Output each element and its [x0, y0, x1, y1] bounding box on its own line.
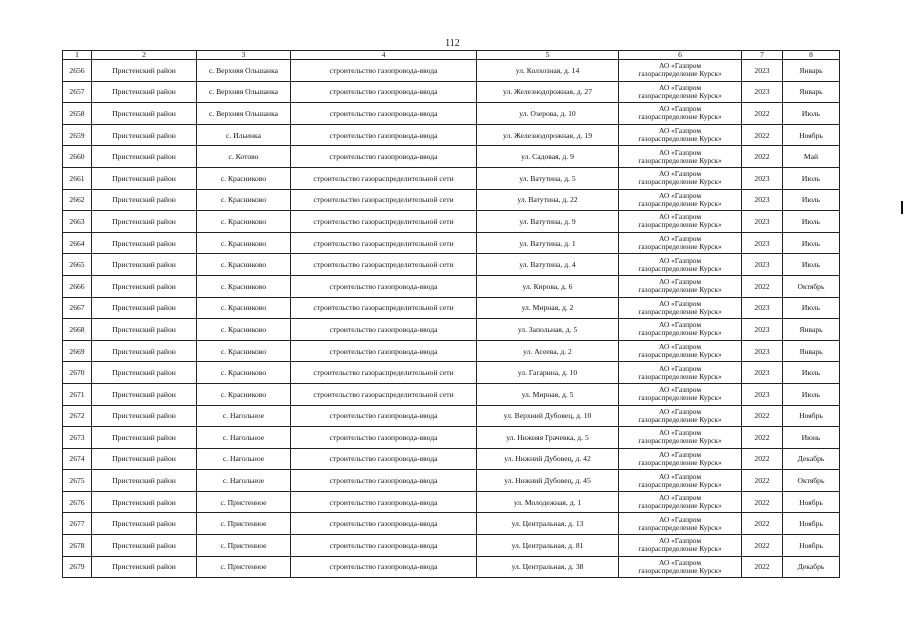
- organization-line: АО «Газпром: [658, 126, 702, 136]
- settlement-cell: с. Пристенное: [197, 491, 291, 513]
- row-number: 2660: [63, 146, 92, 168]
- address-cell: ул. Нижний Дубовец, д. 42: [477, 448, 619, 470]
- table-row: [63, 81, 840, 103]
- address-cell: ул. Ватутина, д. 5: [477, 167, 619, 189]
- district-cell: Пристенский район: [92, 556, 197, 578]
- month-cell: Июль: [783, 211, 840, 233]
- organization-line: газораспределение Курск»: [638, 155, 722, 165]
- address-cell: ул. Центральная, д. 81: [477, 535, 619, 557]
- organization-line: АО «Газпром: [658, 363, 702, 373]
- year-cell: 2023: [742, 211, 783, 233]
- organization-cell: [619, 254, 742, 276]
- month-cell: Июль: [783, 254, 840, 276]
- organization-cell: [619, 60, 742, 82]
- row-number: 2664: [63, 232, 92, 254]
- month-cell: Июль: [783, 362, 840, 384]
- address-cell: ул. Железнодорожная, д. 27: [477, 81, 619, 103]
- organization-line: АО «Газпром: [658, 234, 702, 244]
- settlement-cell: с. Красниково: [197, 167, 291, 189]
- work-type-cell: строительство газораспределительной сети: [291, 254, 477, 276]
- table-row: [63, 340, 840, 362]
- column-number-row: [63, 51, 840, 60]
- district-cell: Пристенский район: [92, 491, 197, 513]
- column-number: 6: [619, 51, 742, 60]
- row-number: 2666: [63, 275, 92, 297]
- settlement-cell: с. Красниково: [197, 211, 291, 233]
- year-cell: 2023: [742, 297, 783, 319]
- table-row: [63, 556, 840, 578]
- address-cell: ул. Центральная, д. 13: [477, 513, 619, 535]
- organization-line: газораспределение Курск»: [638, 220, 722, 230]
- settlement-cell: с. Красниково: [197, 232, 291, 254]
- gasification-table: [62, 50, 840, 578]
- organization-line: газораспределение Курск»: [638, 479, 722, 489]
- settlement-cell: с. Красниково: [197, 340, 291, 362]
- district-cell: Пристенский район: [92, 297, 197, 319]
- settlement-cell: с. Нагольное: [197, 405, 291, 427]
- organization-line: газораспределение Курск»: [638, 501, 722, 511]
- row-number: 2667: [63, 297, 92, 319]
- organization-line: газораспределение Курск»: [638, 285, 722, 295]
- settlement-cell: с. Красниково: [197, 189, 291, 211]
- address-cell: ул. Верхний Дубовец, д. 10: [477, 405, 619, 427]
- organization-line: газораспределение Курск»: [638, 90, 722, 100]
- settlement-cell: с. Пристенное: [197, 513, 291, 535]
- organization-cell: [619, 232, 742, 254]
- table-row: [63, 103, 840, 125]
- settlement-cell: с. Красниково: [197, 297, 291, 319]
- month-cell: Ноябрь: [783, 124, 840, 146]
- row-number: 2663: [63, 211, 92, 233]
- row-number: 2665: [63, 254, 92, 276]
- table-row: [63, 211, 840, 233]
- organization-line: газораспределение Курск»: [638, 306, 722, 316]
- organization-line: газораспределение Курск»: [638, 263, 722, 273]
- organization-line: газораспределение Курск»: [638, 350, 722, 360]
- row-number: 2672: [63, 405, 92, 427]
- column-number: 7: [742, 51, 783, 60]
- year-cell: 2023: [742, 232, 783, 254]
- organization-cell: [619, 383, 742, 405]
- row-number: 2659: [63, 124, 92, 146]
- month-cell: Ноябрь: [783, 405, 840, 427]
- month-cell: Декабрь: [783, 556, 840, 578]
- district-cell: Пристенский район: [92, 167, 197, 189]
- organization-line: АО «Газпром: [658, 147, 702, 157]
- district-cell: Пристенский район: [92, 405, 197, 427]
- organization-cell: [619, 124, 742, 146]
- organization-line: газораспределение Курск»: [638, 544, 722, 554]
- organization-cell: [619, 448, 742, 470]
- settlement-cell: с. Верхняя Ольшанка: [197, 81, 291, 103]
- table-row: [63, 254, 840, 276]
- address-cell: ул. Нижний Дубовец, д. 45: [477, 470, 619, 492]
- row-number: 2658: [63, 103, 92, 125]
- table-row: [63, 167, 840, 189]
- work-type-cell: строительство газораспределительной сети: [291, 211, 477, 233]
- table-row: [63, 297, 840, 319]
- district-cell: Пристенский район: [92, 470, 197, 492]
- row-number: 2668: [63, 319, 92, 341]
- work-type-cell: строительство газопровода-ввода: [291, 340, 477, 362]
- organization-cell: [619, 189, 742, 211]
- settlement-cell: с. Котово: [197, 146, 291, 168]
- organization-line: АО «Газпром: [658, 406, 702, 416]
- district-cell: Пристенский район: [92, 60, 197, 82]
- year-cell: 2022: [742, 535, 783, 557]
- month-cell: Ноябрь: [783, 491, 840, 513]
- organization-cell: [619, 362, 742, 384]
- year-cell: 2023: [742, 81, 783, 103]
- month-cell: Январь: [783, 60, 840, 82]
- address-cell: ул. Колхозная, д. 14: [477, 60, 619, 82]
- organization-cell: [619, 535, 742, 557]
- month-cell: Ноябрь: [783, 535, 840, 557]
- work-type-cell: строительство газопровода-ввода: [291, 124, 477, 146]
- year-cell: 2022: [742, 146, 783, 168]
- settlement-cell: с. Нагольное: [197, 448, 291, 470]
- settlement-cell: с. Пристенное: [197, 535, 291, 557]
- organization-line: АО «Газпром: [658, 298, 702, 308]
- address-cell: ул. Ватутина, д. 9: [477, 211, 619, 233]
- work-type-cell: строительство газопровода-ввода: [291, 146, 477, 168]
- year-cell: 2022: [742, 448, 783, 470]
- organization-cell: [619, 513, 742, 535]
- district-cell: Пристенский район: [92, 146, 197, 168]
- month-cell: Июль: [783, 103, 840, 125]
- organization-line: газораспределение Курск»: [638, 242, 722, 252]
- year-cell: 2023: [742, 340, 783, 362]
- organization-line: АО «Газпром: [658, 277, 702, 287]
- month-cell: Июль: [783, 167, 840, 189]
- organization-cell: [619, 470, 742, 492]
- organization-line: газораспределение Курск»: [638, 69, 722, 79]
- organization-line: АО «Газпром: [658, 514, 702, 524]
- year-cell: 2022: [742, 124, 783, 146]
- settlement-cell: с. Нагольное: [197, 427, 291, 449]
- organization-cell: [619, 427, 742, 449]
- organization-line: газораспределение Курск»: [638, 414, 722, 424]
- year-cell: 2022: [742, 513, 783, 535]
- district-cell: Пристенский район: [92, 211, 197, 233]
- work-type-cell: строительство газопровода-ввода: [291, 427, 477, 449]
- settlement-cell: с. Ильинка: [197, 124, 291, 146]
- month-cell: Январь: [783, 81, 840, 103]
- month-cell: Июль: [783, 383, 840, 405]
- organization-cell: [619, 340, 742, 362]
- column-number: 8: [783, 51, 840, 60]
- organization-line: газораспределение Курск»: [638, 134, 722, 144]
- address-cell: ул. Нижняя Грачевка, д. 5: [477, 427, 619, 449]
- organization-cell: [619, 211, 742, 233]
- address-cell: ул. Железнодорожная, д. 19: [477, 124, 619, 146]
- address-cell: ул. Асеева, д. 2: [477, 340, 619, 362]
- organization-line: газораспределение Курск»: [638, 565, 722, 575]
- district-cell: Пристенский район: [92, 275, 197, 297]
- organization-cell: [619, 297, 742, 319]
- district-cell: Пристенский район: [92, 535, 197, 557]
- column-number: 5: [477, 51, 619, 60]
- month-cell: Декабрь: [783, 448, 840, 470]
- settlement-cell: с. Верхняя Ольшанка: [197, 60, 291, 82]
- district-cell: Пристенский район: [92, 340, 197, 362]
- row-number: 2656: [63, 60, 92, 82]
- year-cell: 2023: [742, 167, 783, 189]
- organization-line: АО «Газпром: [658, 428, 702, 438]
- organization-cell: [619, 275, 742, 297]
- address-cell: ул. Озерова, д. 10: [477, 103, 619, 125]
- organization-line: АО «Газпром: [658, 255, 702, 265]
- work-type-cell: строительство газораспределительной сети: [291, 232, 477, 254]
- organization-cell: [619, 405, 742, 427]
- organization-line: АО «Газпром: [658, 536, 702, 546]
- work-type-cell: строительство газопровода-ввода: [291, 319, 477, 341]
- work-type-cell: строительство газораспределительной сети: [291, 167, 477, 189]
- organization-line: АО «Газпром: [658, 493, 702, 503]
- organization-line: АО «Газпром: [658, 385, 702, 395]
- month-cell: Январь: [783, 340, 840, 362]
- year-cell: 2022: [742, 103, 783, 125]
- table-row: [63, 470, 840, 492]
- organization-line: газораспределение Курск»: [638, 436, 722, 446]
- row-number: 2678: [63, 535, 92, 557]
- organization-line: АО «Газпром: [658, 449, 702, 459]
- district-cell: Пристенский район: [92, 81, 197, 103]
- organization-line: газораспределение Курск»: [638, 522, 722, 532]
- district-cell: Пристенский район: [92, 362, 197, 384]
- organization-cell: [619, 81, 742, 103]
- table-row: [63, 427, 840, 449]
- column-number: 2: [92, 51, 197, 60]
- row-number: 2675: [63, 470, 92, 492]
- row-number: 2657: [63, 81, 92, 103]
- address-cell: ул. Мирная, д. 2: [477, 297, 619, 319]
- table-row: [63, 535, 840, 557]
- table-row: [63, 319, 840, 341]
- work-type-cell: строительство газопровода-ввода: [291, 470, 477, 492]
- district-cell: Пристенский район: [92, 103, 197, 125]
- month-cell: Октябрь: [783, 470, 840, 492]
- month-cell: Июль: [783, 232, 840, 254]
- address-cell: ул. Центральная, д. 38: [477, 556, 619, 578]
- year-cell: 2023: [742, 254, 783, 276]
- year-cell: 2023: [742, 319, 783, 341]
- work-type-cell: строительство газопровода-ввода: [291, 448, 477, 470]
- district-cell: Пристенский район: [92, 427, 197, 449]
- row-number: 2662: [63, 189, 92, 211]
- year-cell: 2022: [742, 491, 783, 513]
- work-type-cell: строительство газораспределительной сети: [291, 362, 477, 384]
- table-row: [63, 124, 840, 146]
- table-row: [63, 362, 840, 384]
- organization-line: газораспределение Курск»: [638, 457, 722, 467]
- organization-line: АО «Газпром: [658, 320, 702, 330]
- organization-line: АО «Газпром: [658, 104, 702, 114]
- address-cell: ул. Ватутина, д. 22: [477, 189, 619, 211]
- column-number: 1: [63, 51, 92, 60]
- table-row: [63, 513, 840, 535]
- month-cell: Июль: [783, 189, 840, 211]
- settlement-cell: с. Красниково: [197, 362, 291, 384]
- district-cell: Пристенский район: [92, 232, 197, 254]
- organization-cell: [619, 491, 742, 513]
- district-cell: Пристенский район: [92, 124, 197, 146]
- work-type-cell: строительство газопровода-ввода: [291, 275, 477, 297]
- work-type-cell: строительство газораспределительной сети: [291, 383, 477, 405]
- address-cell: ул. Гагарина, д. 10: [477, 362, 619, 384]
- settlement-cell: с. Красниково: [197, 275, 291, 297]
- table-row: [63, 189, 840, 211]
- year-cell: 2022: [742, 556, 783, 578]
- settlement-cell: с. Красниково: [197, 383, 291, 405]
- month-cell: Июль: [783, 297, 840, 319]
- organization-line: газораспределение Курск»: [638, 177, 722, 187]
- row-number: 2673: [63, 427, 92, 449]
- address-cell: ул. Мирная, д. 5: [477, 383, 619, 405]
- settlement-cell: с. Верхняя Ольшанка: [197, 103, 291, 125]
- work-type-cell: строительство газораспределительной сети: [291, 297, 477, 319]
- row-number: 2669: [63, 340, 92, 362]
- row-number: 2677: [63, 513, 92, 535]
- district-cell: Пристенский район: [92, 448, 197, 470]
- address-cell: ул. Садовая, д. 9: [477, 146, 619, 168]
- address-cell: ул. Молодежная, д. 1: [477, 491, 619, 513]
- district-cell: Пристенский район: [92, 254, 197, 276]
- organization-line: АО «Газпром: [658, 61, 702, 71]
- organization-cell: [619, 556, 742, 578]
- month-cell: Январь: [783, 319, 840, 341]
- organization-line: АО «Газпром: [658, 169, 702, 179]
- organization-line: газораспределение Курск»: [638, 393, 722, 403]
- work-type-cell: строительство газопровода-ввода: [291, 513, 477, 535]
- year-cell: 2022: [742, 405, 783, 427]
- address-cell: ул. Кирова, д. 6: [477, 275, 619, 297]
- table-row: [63, 232, 840, 254]
- settlement-cell: с. Красниково: [197, 319, 291, 341]
- table-row: [63, 448, 840, 470]
- work-type-cell: строительство газопровода-ввода: [291, 103, 477, 125]
- organization-cell: [619, 103, 742, 125]
- row-number: 2676: [63, 491, 92, 513]
- organization-line: газораспределение Курск»: [638, 198, 722, 208]
- row-number: 2661: [63, 167, 92, 189]
- month-cell: Октябрь: [783, 275, 840, 297]
- address-cell: ул. Запольная, д. 5: [477, 319, 619, 341]
- year-cell: 2022: [742, 427, 783, 449]
- table-row: [63, 146, 840, 168]
- organization-cell: [619, 167, 742, 189]
- organization-line: газораспределение Курск»: [638, 328, 722, 338]
- settlement-cell: с. Пристенное: [197, 556, 291, 578]
- organization-line: АО «Газпром: [658, 557, 702, 567]
- year-cell: 2023: [742, 383, 783, 405]
- organization-line: газораспределение Курск»: [638, 112, 722, 122]
- year-cell: 2022: [742, 470, 783, 492]
- table-row: [63, 383, 840, 405]
- row-number: 2679: [63, 556, 92, 578]
- row-number: 2674: [63, 448, 92, 470]
- month-cell: Июнь: [783, 427, 840, 449]
- organization-line: АО «Газпром: [658, 471, 702, 481]
- work-type-cell: строительство газопровода-ввода: [291, 405, 477, 427]
- district-cell: Пристенский район: [92, 383, 197, 405]
- organization-cell: [619, 146, 742, 168]
- column-number: 4: [291, 51, 477, 60]
- work-type-cell: строительство газораспределительной сети: [291, 189, 477, 211]
- table-row: [63, 491, 840, 513]
- table-row: [63, 60, 840, 82]
- organization-line: АО «Газпром: [658, 212, 702, 222]
- work-type-cell: строительство газопровода-ввода: [291, 60, 477, 82]
- page-number: 112: [445, 38, 460, 49]
- year-cell: 2023: [742, 362, 783, 384]
- table-row: [63, 275, 840, 297]
- margin-mark: [901, 201, 903, 214]
- settlement-cell: с. Нагольное: [197, 470, 291, 492]
- year-cell: 2023: [742, 189, 783, 211]
- district-cell: Пристенский район: [92, 319, 197, 341]
- address-cell: ул. Ватутина, д. 4: [477, 254, 619, 276]
- year-cell: 2023: [742, 60, 783, 82]
- district-cell: Пристенский район: [92, 189, 197, 211]
- organization-line: АО «Газпром: [658, 342, 702, 352]
- work-type-cell: строительство газопровода-ввода: [291, 491, 477, 513]
- organization-line: газораспределение Курск»: [638, 371, 722, 381]
- column-number: 3: [197, 51, 291, 60]
- work-type-cell: строительство газопровода-ввода: [291, 81, 477, 103]
- district-cell: Пристенский район: [92, 513, 197, 535]
- address-cell: ул. Ватутина, д. 1: [477, 232, 619, 254]
- row-number: 2670: [63, 362, 92, 384]
- work-type-cell: строительство газопровода-ввода: [291, 556, 477, 578]
- table-row: [63, 405, 840, 427]
- work-type-cell: строительство газопровода-ввода: [291, 535, 477, 557]
- organization-line: АО «Газпром: [658, 190, 702, 200]
- organization-line: АО «Газпром: [658, 82, 702, 92]
- settlement-cell: с. Красниково: [197, 254, 291, 276]
- organization-cell: [619, 319, 742, 341]
- year-cell: 2022: [742, 275, 783, 297]
- month-cell: Май: [783, 146, 840, 168]
- month-cell: Ноябрь: [783, 513, 840, 535]
- row-number: 2671: [63, 383, 92, 405]
